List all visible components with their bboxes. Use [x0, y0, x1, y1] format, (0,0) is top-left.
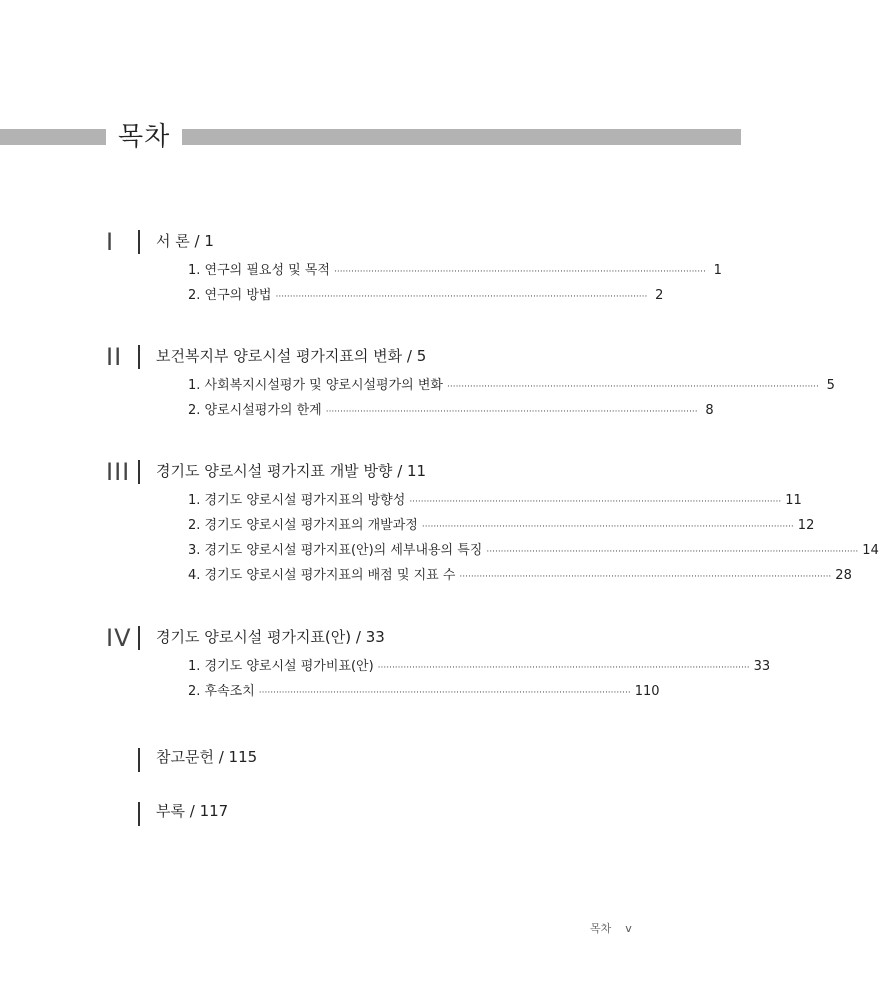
section-divider	[138, 748, 140, 772]
toc-entry[interactable]	[188, 488, 802, 513]
toc-entry-label: 2. 경기도 양로시설 평가지표의 개발과정	[188, 518, 418, 533]
leader-dots: ··································································································································	[409, 497, 782, 507]
leader-dots: ··································································································································	[459, 572, 832, 582]
toc-entry-page: 12	[797, 518, 815, 533]
leader-dots: ··································································································································	[275, 292, 648, 302]
footer-section-label: 목차	[590, 922, 612, 935]
chapter-divider	[138, 230, 140, 254]
toc-entry[interactable]	[188, 283, 664, 308]
leader-dots: ··································································································································	[421, 522, 794, 532]
leader-dots: ··································································································································	[377, 663, 750, 673]
toc-entry[interactable]	[188, 563, 852, 588]
toc-entry-label: 1. 연구의 필요성 및 목적	[188, 263, 330, 278]
chapter-title[interactable]: 서 론 / 1	[156, 232, 214, 250]
chapter-items	[188, 373, 835, 423]
toc-entry-label: 2. 양로시설평가의 한계	[188, 403, 322, 418]
toc-entry-page: 110	[634, 684, 660, 699]
references-title[interactable]: 참고문헌 / 115	[156, 748, 258, 766]
section-divider	[138, 802, 140, 826]
toc-entry-label: 2. 후속조치	[188, 684, 255, 699]
toc-entry-page: 33	[753, 659, 771, 674]
toc-entry[interactable]	[188, 538, 879, 563]
title-bar-right-stripe	[182, 129, 741, 145]
footer-page-number: v	[625, 922, 632, 935]
chapter-title[interactable]: 보건복지부 양로시설 평가지표의 변화 / 5	[156, 347, 427, 365]
page-footer	[590, 920, 632, 936]
chapter-title[interactable]: 경기도 양로시설 평가지표 개발 방향 / 11	[156, 462, 427, 480]
chapter-roman-numeral: III	[106, 458, 131, 486]
toc-entry-page: 1	[713, 263, 722, 278]
chapter-items	[188, 258, 722, 308]
toc-entry[interactable]	[188, 513, 815, 538]
leader-dots: ··································································································································	[446, 382, 819, 392]
leader-dots: ··································································································································	[486, 547, 859, 557]
toc-entry-page: 11	[785, 493, 802, 508]
toc-entry-page: 2	[655, 288, 664, 303]
toc-entry-page: 8	[705, 403, 714, 418]
chapter-title[interactable]: 경기도 양로시설 평가지표(안) / 33	[156, 628, 385, 646]
leader-dots: ··································································································································	[325, 407, 698, 417]
toc-entry-page: 28	[835, 568, 852, 583]
leader-dots: ··································································································································	[258, 688, 631, 698]
chapter-roman-numeral: II	[106, 343, 123, 371]
toc-entry-page: 14	[862, 543, 879, 558]
toc-entry-page: 5	[826, 378, 835, 393]
toc-entry-label: 3. 경기도 양로시설 평가지표(안)의 세부내용의 특징	[188, 543, 483, 558]
chapter-roman-numeral: I	[106, 228, 115, 256]
chapter-items	[188, 654, 771, 704]
chapter-roman-numeral: IV	[106, 624, 132, 652]
toc-entry-label: 1. 경기도 양로시설 평가지표의 방향성	[188, 493, 406, 508]
toc-entry-label: 1. 경기도 양로시설 평가비표(안)	[188, 659, 374, 674]
toc-entry-label: 4. 경기도 양로시설 평가지표의 배점 및 지표 수	[188, 568, 456, 583]
title-bar-left-stripe	[0, 129, 106, 145]
toc-entry[interactable]	[188, 679, 660, 704]
chapter-divider	[138, 345, 140, 369]
page-title: 목차	[118, 122, 171, 152]
toc-entry[interactable]	[188, 373, 835, 398]
title-bar	[0, 122, 741, 152]
toc-entry-label: 2. 연구의 방법	[188, 288, 272, 303]
chapter-divider	[138, 460, 140, 484]
toc-entry-label: 1. 사회복지시설평가 및 양로시설평가의 변화	[188, 378, 443, 393]
chapter-divider	[138, 626, 140, 650]
chapter-items	[188, 488, 879, 588]
toc-entry[interactable]	[188, 258, 722, 283]
toc-entry[interactable]	[188, 654, 771, 679]
leader-dots: ··································································································································	[333, 267, 706, 277]
appendix-title[interactable]: 부록 / 117	[156, 802, 229, 820]
toc-entry[interactable]	[188, 398, 714, 423]
